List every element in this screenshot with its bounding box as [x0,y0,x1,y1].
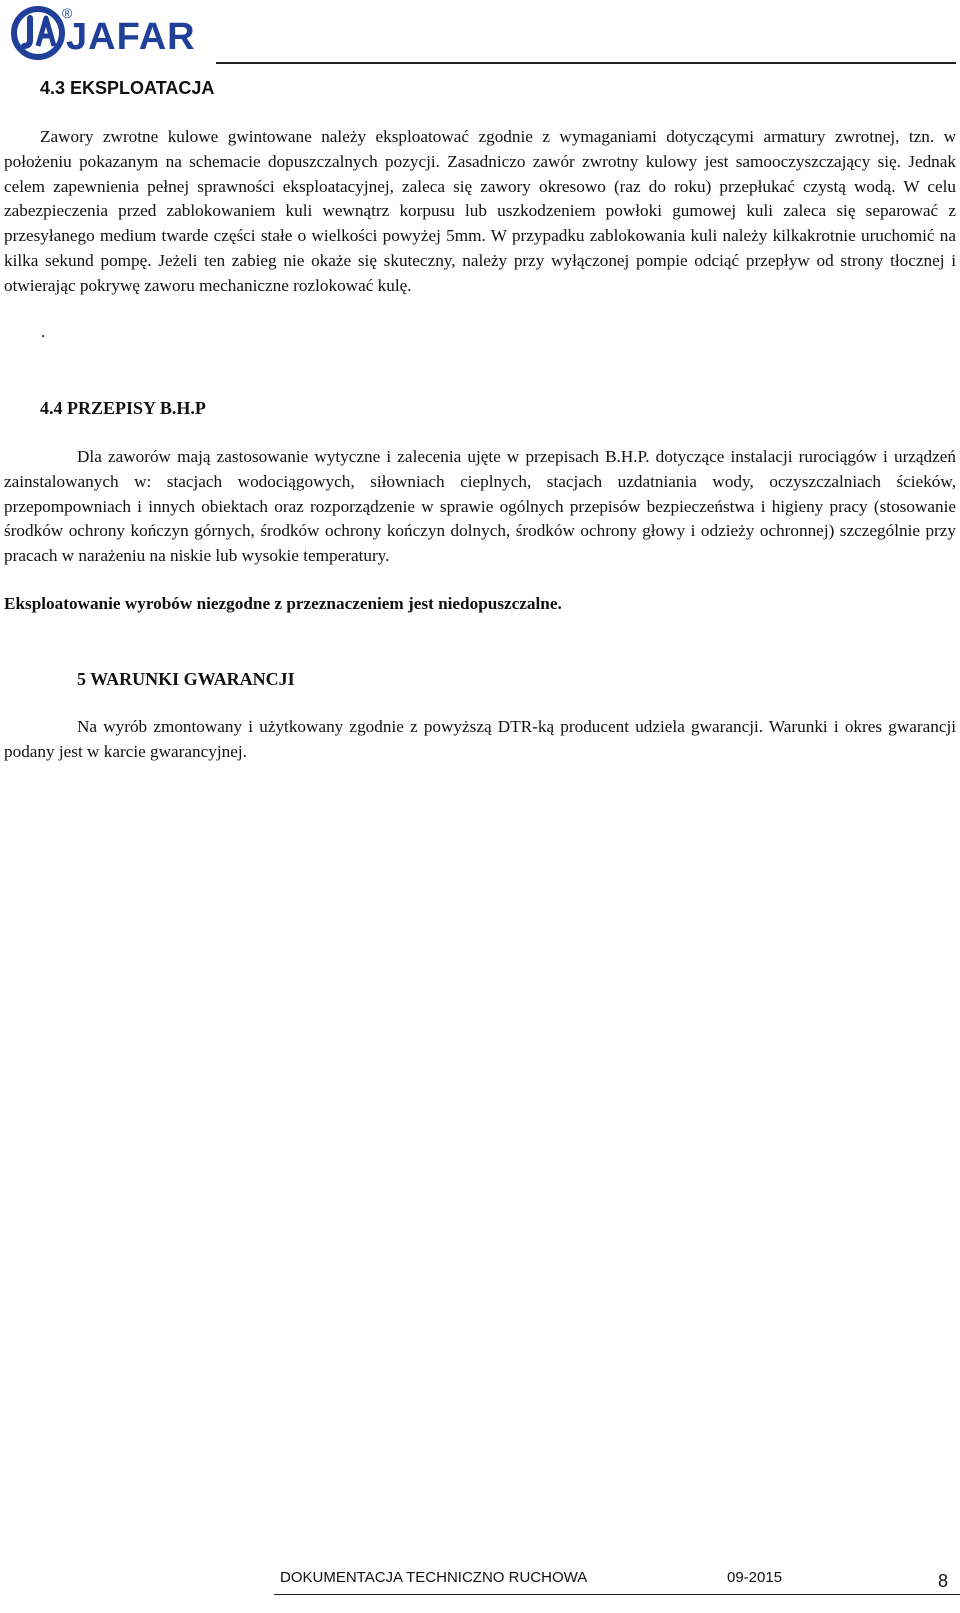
footer-title: DOKUMENTACJA TECHNICZNO RUCHOWA [280,1569,588,1586]
page-number: 8 [938,1571,949,1591]
section-paragraph-gwarancja [4,715,956,765]
logo-text: JAFAR [66,16,196,58]
section-heading-bhp: 4.4 PRZEPISY B.H.P [40,398,206,418]
registered-mark: ® [62,5,73,21]
footer-date: 09-2015 [727,1569,783,1586]
paragraph-text: Dla zaworów mają zastosowanie wytyczne i zalecenia ujęte w przepisach B.H.P. dotyczące instalacji rurociągów i urządzeń zainstalowanych w: stacjach wodociągowych, siłowniach cieplnych, stacjach uzdatniania wody, oczyszczalniach ścieków, przepompowniach i innych obiektach oraz rozporządzenie w sprawie ogólnych przepisów bezpieczeństwa i higieny pracy (stosowanie środków ochrony kończyn górnych, środków ochrony kończyn dolnych, środków ochrony głowy i odzieży ochronnej) szczególnie przy pracach w narażeniu na niskie lub wysokie temperatury. [4,447,956,566]
paragraph-text: Zawory zwrotne kulowe gwintowane należy eksploatować zgodnie z wymaganiami dotyczącymi armatury zwrotnej, tzn. w położeniu pokazanym na schemacie dopuszczalnych pozycji. Zasadniczo zawór zwrotny kulowy jest samooczyszczający się. Jednak celem zapewnienia pełnej sprawności eksploatacyjnej, zaleca się zawory okresowo (raz do roku) przepłukać czystą wodą. W celu zabezpieczenia przed zablokowaniem kuli wewnątrz korpusu lub uszkodzeniem powłoki gumowej kuli zaleca się separować z przesyłanego medium twarde części stałe o wielkości powyżej 5mm. W przypadku zablokowania kuli należy kilkakrotnie uruchomić na kilka sekund pompę. Jeżeli ten zabieg nie okaże się skuteczny, należy przy wyłączonej pompie odciąć przepływ od strony tłocznej i otwierając pokrywę zaworu mechaniczne rozlokować kulę. [4,127,956,295]
page-header [0,0,960,70]
warning-statement: Eksploatowanie wyrobów niezgodne z przeznaczeniem jest niedopuszczalne. [4,594,562,613]
trailing-dot: . [41,322,46,341]
section-heading-eksploatacja: 4.3 EKSPLOATACJA [40,78,215,98]
section-heading-gwarancja: 5 WARUNKI GWARANCJI [77,669,295,689]
paragraph-text: Na wyrób zmontowany i użytkowany zgodnie z powyższą DTR-ką producent udziela gwarancji. Warunki i okres gwarancji podany jest w karcie gwarancyjnej. [4,717,956,761]
section-paragraph-bhp [4,445,956,569]
jafar-logo [8,2,198,64]
header-rule [216,62,956,64]
section-paragraph-eksploatacja [4,125,956,299]
footer-rule [274,1594,960,1595]
